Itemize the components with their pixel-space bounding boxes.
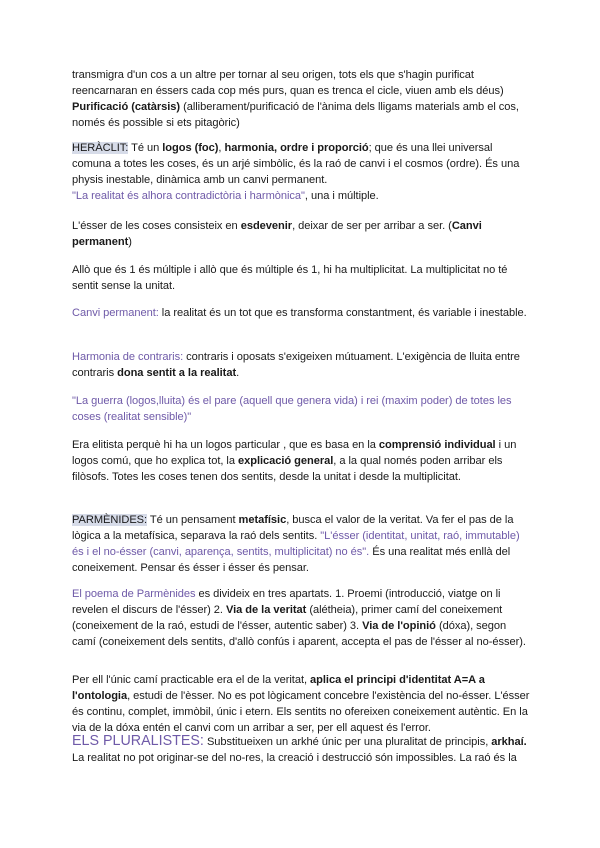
- heraclit-quote: "La realitat és alhora contradictòria i harmònica", una i múltiple.: [72, 190, 379, 203]
- harmonia-paragraph: Harmonia de contraris: contraris i oposats s'exigeixen mútuament. L'exigència de lluita entre contraris dona sentit a la realitat.: [72, 351, 520, 380]
- parmenides-quote: "L'ésser (identitat, unitat, raó, immutable) és i el no-ésser (canvi, aparença, sentits, multiplicitat) no és".: [72, 530, 520, 559]
- heraclit-section: [72, 140, 532, 204]
- multiplicitat-paragraph: Allò que és 1 és múltiple i allò que és múltiple és 1, hi ha multiplicitat. La multiplicitat no té sentit sense la unitat.: [72, 264, 508, 293]
- purification-text: Purificació (catàrsis) (alliberament/purificació de l'ànima dels lligams materials amb el cos, només és possible si ets pitagòric): [72, 101, 519, 130]
- transmigration-text: transmigra d'un cos a un altre per tornar al seu origen, tots els que s'hagin purificat reencarnaran en éssers cada cop més purs, quan es trenca el cicle, viuen amb els déus): [72, 69, 504, 98]
- purification-term: Purificació (catàrsis): [72, 101, 181, 114]
- canvi-permanent-label: Canvi permanent:: [72, 307, 159, 319]
- poema-paragraph: El poema de Parmènides es divideix en tres apartats. 1. Proemi (introducció, viatge on li revelen el discurs de l'ésser) 2. Via de la veritat (alétheia), primer camí del coneixement (coneixement de la raó, estudi de l'ésser, autentic saber) 3. Via de l'opinió (dóxa), segon camí (coneixement dels sentits, d'allò confús i aparent, accepta el pas de l'ésser al no-ésser).: [72, 588, 526, 649]
- esdevenir-paragraph: L'ésser de les coses consisteix en esdevenir, deixar de ser per arribar a ser. (Canvi permanent): [72, 220, 482, 249]
- poema-label: El poema de Parmènides: [72, 588, 196, 600]
- canvi-permanent-paragraph: Canvi permanent: la realitat és un tot que es transforma constantment, és variable i inestable.: [72, 307, 527, 319]
- heraclit-paragraph: HERÀCLIT: Té un logos (foc), harmonia, ordre i proporció; que és una llei universal comuna a totes les coses, és un arjé simbòlic, és la raó de canvi i el cosmos (ordre). És una physis inestable, dinàmica amb un canvi permanent.: [72, 142, 520, 187]
- parmenides-paragraph: PARMÈNIDES: Té un pensament metafísic, busca el valor de la veritat. Va fer el pas de la lògica a la metafísica, separava la raó dels sentits. "L'ésser (identitat, unitat, raó, immutable) és i el no-ésser (canvi, aparença, sentits, multiplicitat) no és". És una realitat més enllà del coneixement. Pensar és ésser i ésser és pensar.: [72, 514, 520, 575]
- harmonia-label: Harmonia de contraris:: [72, 351, 184, 363]
- cami-paragraph: Per ell l'únic camí practicable era el de la veritat, aplica el principi d'identitat A=A a l'ontologia, estudi de l'èsser. No es pot lògicament concebre l'existència del no-ésser. L'ésser és continu, complet, immòbil, únic i etern. Els sentits no ofereixen coneixement autèntic. En la via de la dóxa entén el canvi com un arribar a ser, per ell aquest és l'error.: [72, 674, 530, 735]
- elitista-paragraph: Era elitista perquè hi ha un logos particular , que es basa en la comprensió individual i un logos comú, que ho explica tot, la explicació general, a la qual només poden arribar els filòsofs. Totes les coses tenen dos sentits, desde la unitat i desde la multiplicitat.: [72, 439, 517, 484]
- heraclit-heading: HERÀCLIT:: [72, 142, 129, 154]
- pluralistes-section: [72, 733, 532, 766]
- pluralistes-paragraph: ELS PLURALISTES: Substitueixen un arkhé únic per una pluralitat de principis, arkhaí. La realitat no pot originar-se del no-res, la creació i destrucció són impossibles. La raó és la: [72, 733, 527, 765]
- pluralistes-heading: ELS PLURALISTES:: [72, 733, 204, 749]
- guerra-quote: "La guerra (logos,lluita) és el pare (aquell que genera vida) i rei (maxim poder) de totes les coses (realitat sensible)": [72, 395, 512, 424]
- intro-paragraph: [72, 67, 532, 131]
- parmenides-heading: PARMÈNIDES:: [72, 514, 148, 526]
- parmenides-section: [72, 512, 532, 576]
